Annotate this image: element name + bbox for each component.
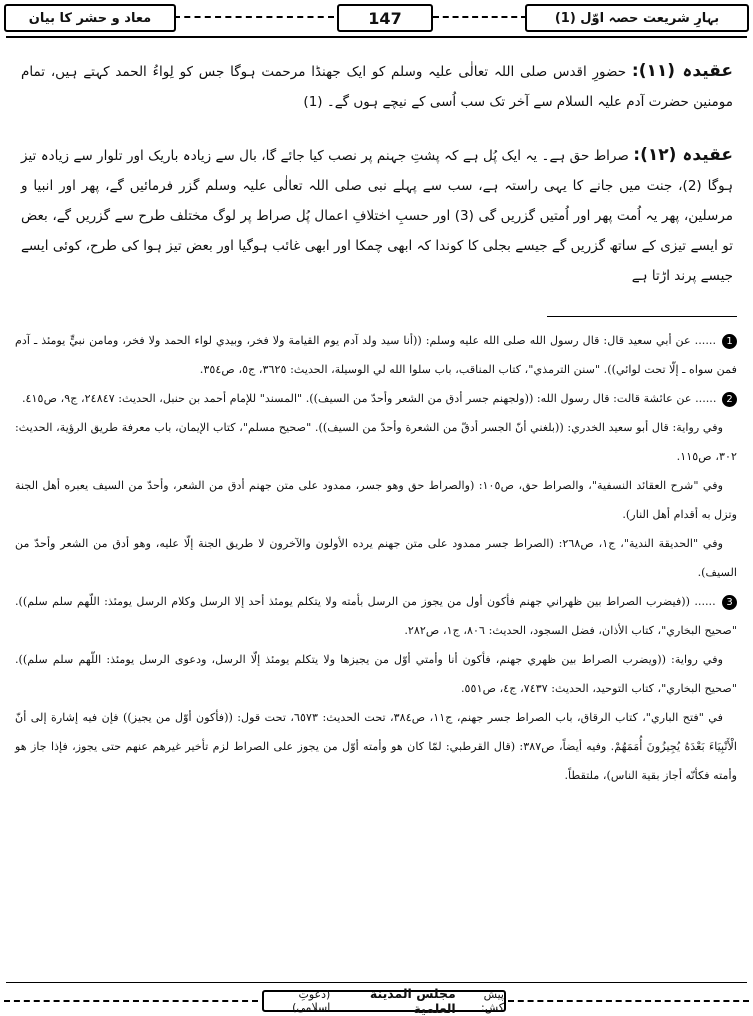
- footnote-3-riwayah: وفي رواية: ((ويضرب الصراط بين ظهري جهنم، فأكون أنا وأمتي أوّل من يجيزها ولا يتكلم يومئذ إلّا الرسل، ودعوى الرسل يومئذ: اللّهم سلم سلم)). "صحيح البخاري"، كتاب التوحيد، الحديث: ٧٤٣٧، ج٤، ص٥٥١.: [15, 653, 737, 695]
- publisher-suffix: (دعوتِ اسلامی): [292, 988, 331, 1014]
- publisher-prefix: پیش کش:: [481, 988, 504, 1014]
- aqeedah-label: عقیدہ (۱۱):: [631, 61, 733, 81]
- footnotes: [15, 326, 737, 790]
- footnote-2: [15, 384, 737, 413]
- footnote-3: [15, 587, 737, 645]
- publisher-box: [262, 986, 506, 1016]
- page-header: [4, 4, 749, 30]
- footnote-1: [15, 326, 737, 384]
- footer-divider: [4, 1000, 258, 1002]
- header-rule: [6, 36, 747, 38]
- footnote-separator: [547, 316, 737, 317]
- footnote-number: 1: [722, 334, 737, 349]
- footnote-text: ...... عن عائشة قالت: قال رسول الله: ((ولجهنم جسر أدق من الشعر وأحدّ من السيف)). "المسند" للإمام أحمد بن حنبل، الحديث: ٢٤٨٤٧، ج٩، ص٤١٥.: [21, 392, 717, 405]
- chapter-title: معاد و حشر کا بیان: [4, 4, 176, 32]
- header-divider: [174, 16, 334, 18]
- aqeedah-11: [21, 56, 733, 117]
- footer-rule: [6, 982, 747, 983]
- book-title: بہارِ شریعت حصہ اوّل (1): [525, 4, 749, 32]
- page-number: 147: [337, 4, 433, 32]
- aqeedah-12: [21, 140, 733, 291]
- footnote-text: ...... عن أبي سعيد قال: قال رسول الله صلى الله عليه وسلم: ((أنا سيد ولد آدم يوم القيامة ولا فخر، وبيدي لواء الحمد ولا فخر، ومامن نبيٍّ يومئذ ـ آدم فمن سواه ـ إلّا تحت لوائي)). "سنن الترمذي"، كتاب المناقب، باب سلوا الله لي الوسيلة، الحديث: ٣٦٢٥، ج٥، ص٣٥٤.: [15, 334, 737, 376]
- aqeedah-text: حضورِ اقدس صلی اللہ تعالٰی علیہ وسلم کو ایک جھنڈا مرحمت ہوگا جس کو لِواءُ الحمد کہتے ہیں، تمام مومنین حضرت آدم علیہ السلام سے آخر تک سب اُسی کے نیچے ہوں گے۔ (1): [21, 64, 733, 110]
- footer-divider: [508, 1000, 749, 1002]
- aqeedah-text: صراط حق ہے۔ یہ ایک پُل ہے کہ پشتِ جہنم پر نصب کیا جائے گا، بال سے زیادہ باریک اور تلوار سے زیادہ تیز ہوگا (2)، جنت میں جانے کا یہی راستہ ہے، سب سے پہلے نبی صلی اللہ تعالٰی علیہ وسلم گزر فرمائیں گے، پھر اور انبیا و مرسلین، پھر یہ اُمت پھر اور اُمتیں گزریں گی (3) اور حسبِ اختلافِ اعمال پُل صراط پر لوگ مختلف طرح سے گزریں گے، بعض تو ایسے تیزی کے ساتھ گزریں گے جیسے بجلی کا کوندا کہ ابھی چمکا اور ابھی غائب ہوگیا اور بعض تیز ہوا کی طرح، کوئی ایسے جیسے پرند اڑتا ہے: [21, 148, 734, 284]
- aqeedah-label: عقیدہ (۱۲):: [633, 145, 734, 165]
- footnote-2-hadiqa: وفي "الحديقة الندية"، ج١، ص٢٦٨: (الصراط جسر ممدود على متن جهنم يرده الأولون والآخرون لا طريق الجنة إلّا عليه، وهو أدق من الشعر وأحدّ من السيف).: [15, 537, 737, 579]
- publisher-name: مجلس المدينة العلمية: [369, 986, 456, 1016]
- footnote-number: 2: [722, 392, 737, 407]
- footnote-text: ...... ((فيضرب الصراط بين ظهراني جهنم فأكون أول من يجوز من الرسل بأمته ولا يتكلم يومئذ أحد إلا الرسل وكلام الرسل يومئذ: اللّهم سلم سلم)). "صحيح البخاري"، كتاب الأذان، فضل السجود، الحديث: ٨٠٦، ج١، ص٢٨٢.: [15, 595, 737, 637]
- header-divider: [433, 16, 527, 18]
- page-footer: [4, 986, 749, 1016]
- footnote-2-sharh: وفي "شرح العقائد النسفية"، والصراط حق، ص١٠٥: (والصراط حق وهو جسر، ممدود على متن جهنم أدق من الشعر، وأحدّ من السيف يعبره أهل الجنة وتزل به أقدام أهل النار).: [15, 479, 737, 521]
- footnote-number: 3: [722, 595, 737, 610]
- footnote-3-fath: في "فتح الباري"، كتاب الرقاق، باب الصراط جسر جهنم، ج١١، ص٣٨٤، تحت الحديث: ٦٥٧٣، تحت قول: ((فأكون أوّل من يجيز)) فإن فيه إشارة إلى أنّ الْأَنْبِيَاءَ بَعْدَهُ يُجِيزُونَ أُمَمَهُمْ. وفيه أيضاً، ص٣٨٧: (قال القرطبي: لمّا كان هو وأمته أوّل من يجوز على الصراط لزم تأخير غيرهم عنهم حتى يجوز، فإذا جاز هو وأمته فكأنّه أجاز بقية الناس)، ملتقطاً.: [15, 711, 737, 782]
- footnote-2-riwayah: وفي رواية: قال أبو سعيد الخدري: ((بلغني أنّ الجسر أدقّ من الشعرة وأحدّ من السيف)). "صحيح مسلم"، كتاب الإيمان، باب معرفة طريق الرؤية، الحديث: ٣٠٢، ص١١٥.: [15, 421, 737, 463]
